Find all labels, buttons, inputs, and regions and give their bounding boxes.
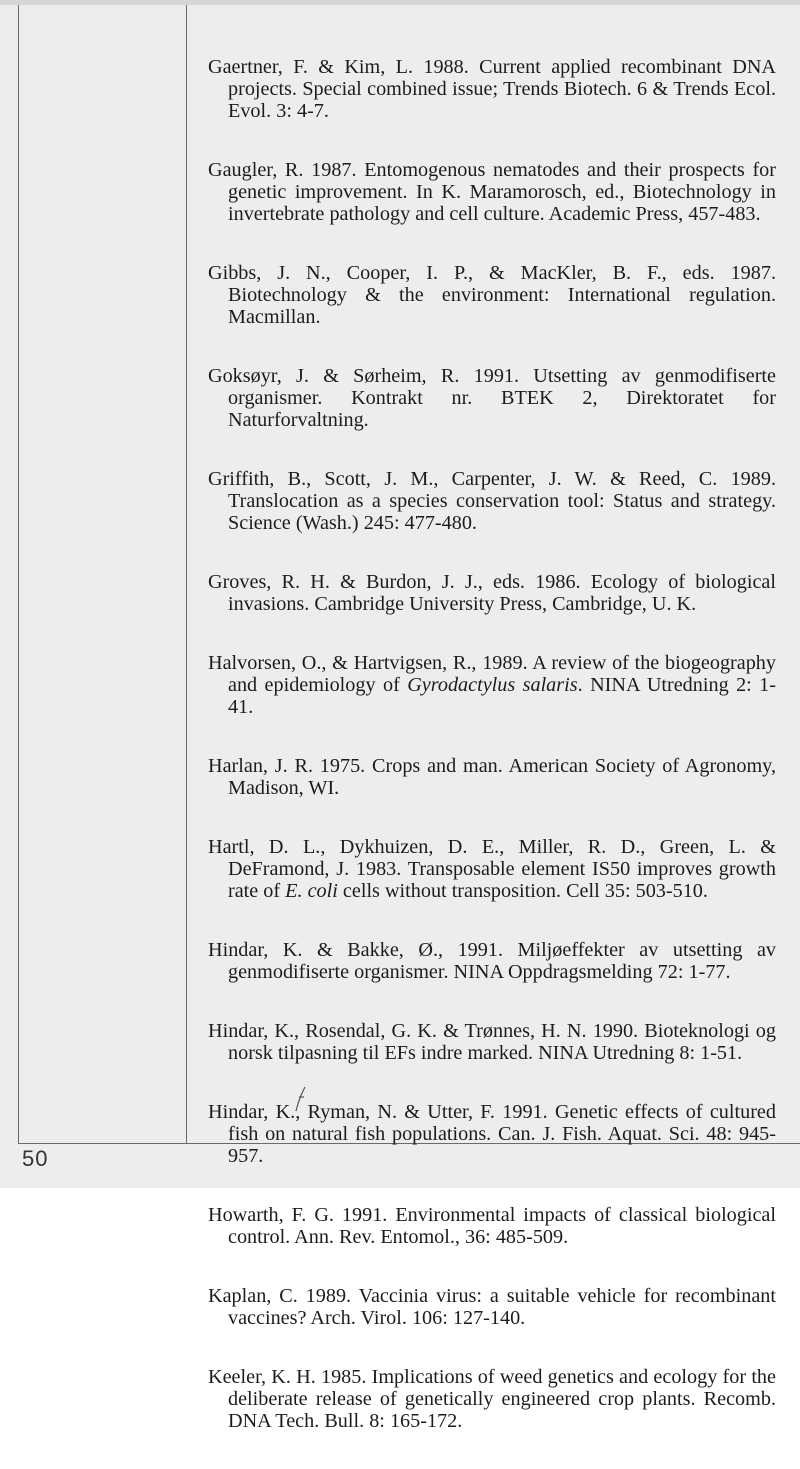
reference-item: Keeler, K. H. 1985. Implications of weed genetics and ecology for the deliberate release of genetically engineered crop plants. Recomb. DNA Tech. Bull. 8: 165-172. (208, 1366, 776, 1432)
reference-item: Groves, R. H. & Burdon, J. J., eds. 1986. Ecology of biological invasions. Cambridge University Press, Cambridge, U. K. (208, 571, 776, 615)
reference-item: Halvorsen, O., & Hartvigsen, R., 1989. A review of the biogeography and epidemiology of Gyrodactylus salaris. NINA Utredning 2: 1-41. (208, 652, 776, 718)
reference-item: Harlan, J. R. 1975. Crops and man. American Society of Agronomy, Madison, WI. (208, 755, 776, 799)
reference-list (208, 56, 776, 1469)
reference-item: Kaplan, C. 1989. Vaccinia virus: a suitable vehicle for recombinant vaccines? Arch. Virol. 106: 127-140. (208, 1285, 776, 1329)
reference-item: Howarth, F. G. 1991. Environmental impacts of classical biological control. Ann. Rev. Entomol., 36: 485-509. (208, 1204, 776, 1248)
reference-item: Gaugler, R. 1987. Entomogenous nematodes and their prospects for genetic improvement. In K. Maramorosch, ed., Biotechnology in invertebrate pathology and cell culture. Academic Press, 457-483. (208, 159, 776, 225)
reference-item: Hindar, K. & Bakke, Ø., 1991. Miljøeffekter av utsetting av genmodifiserte organismer. NINA Oppdragsmelding 72: 1-77. (208, 939, 776, 983)
margin-rule-left (18, 5, 19, 1143)
reference-item: Hartl, D. L., Dykhuizen, D. E., Miller, R. D., Green, L. & DeFramond, J. 1983. Transposable element IS50 improves growth rate of E. coli cells without transposition. Cell 35: 503-510. (208, 836, 776, 902)
reference-item: Goksøyr, J. & Sørheim, R. 1991. Utsetting av genmodifiserte organismer. Kontrakt nr. BTEK 2, Direktoratet for Naturforvaltning. (208, 365, 776, 431)
reference-item: Hindar, K., Rosendal, G. K. & Trønnes, H. N. 1990. Bioteknologi og norsk tilpasning til EFs indre marked. NINA Utredning 8: 1-51. (208, 1020, 776, 1064)
margin-rule-right (186, 5, 187, 1143)
pen-stroke-mark (293, 1085, 309, 1113)
reference-item: Gaertner, F. & Kim, L. 1988. Current applied recombinant DNA projects. Special combined issue; Trends Biotech. 6 & Trends Ecol. Evol. 3: 4-7. (208, 56, 776, 122)
reference-item: Hindar, K., Ryman, N. & Utter, F. 1991. Genetic effects of cultured fish on natural fish populations. Can. J. Fish. Aquat. Sci. 48: 945-957. (208, 1101, 776, 1167)
page-number: 50 (22, 1146, 49, 1171)
top-rule (0, 0, 800, 5)
reference-item: Gibbs, J. N., Cooper, I. P., & MacKler, B. F., eds. 1987. Biotechnology & the environment: International regulation. Macmillan. (208, 262, 776, 328)
reference-item: Griffith, B., Scott, J. M., Carpenter, J. W. & Reed, C. 1989. Translocation as a species conservation tool: Status and strategy. Science (Wash.) 245: 477-480. (208, 468, 776, 534)
